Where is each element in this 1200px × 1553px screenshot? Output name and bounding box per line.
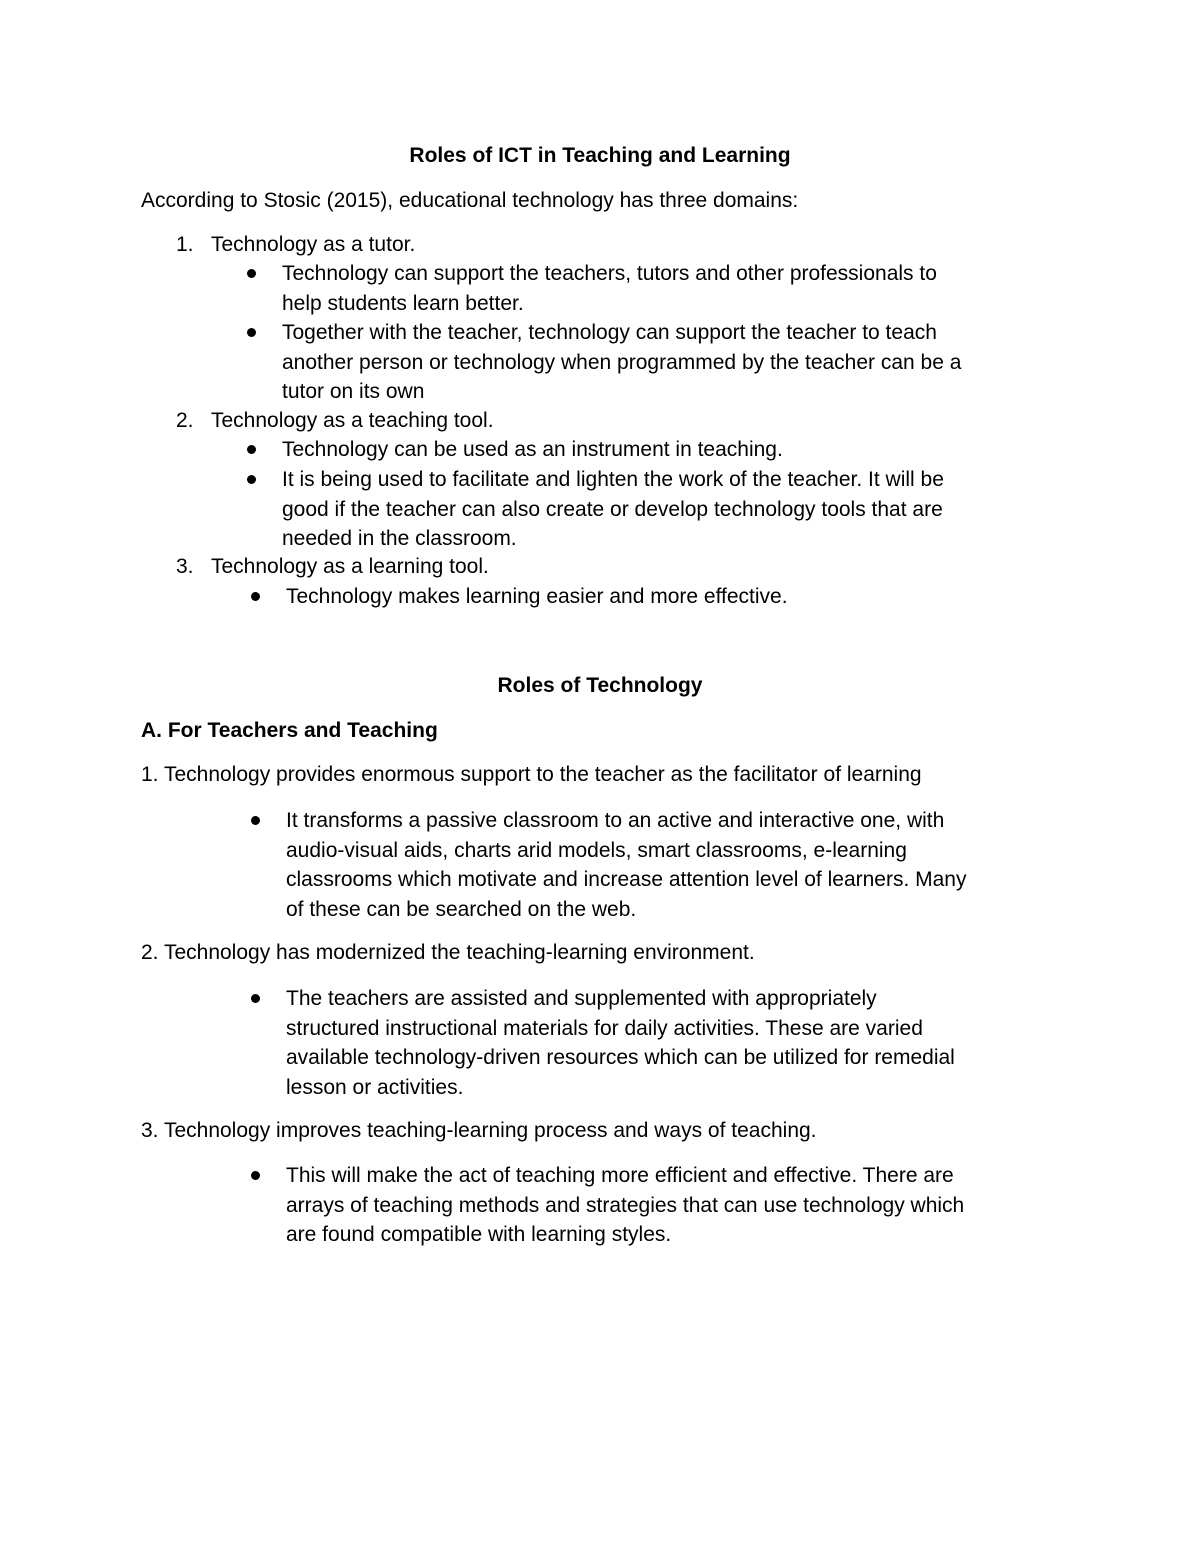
domain-3-label: Technology as a learning tool. xyxy=(211,555,489,578)
bullet-dot xyxy=(251,592,260,601)
domain-1-bullet-1: Technology can support the teachers, tutors and other professionals to help students learn better. xyxy=(282,262,937,315)
bullet-dot xyxy=(247,328,256,337)
bullet-dot xyxy=(247,445,256,454)
bullet-dot xyxy=(247,269,256,278)
domain-2-label: Technology as a teaching tool. xyxy=(211,409,494,432)
bullet-dot xyxy=(251,816,260,825)
bullet-dot xyxy=(247,475,256,484)
role-3-bullet: This will make the act of teaching more efficient and effective. There are arrays of teaching methods and strategies that can use technology which are found compatible with learning styles. xyxy=(286,1164,965,1246)
domain-3-number: 3. xyxy=(176,555,194,578)
domain-1-label: Technology as a tutor. xyxy=(211,233,416,256)
bullet-dot xyxy=(251,994,260,1003)
role-1-bullet: It transforms a passive classroom to an active and interactive one, with audio-visual aids, charts arid models, smart classrooms, e-learning classrooms which motivate and increase attention level of learners. Many of these can be searched on the web. xyxy=(286,809,967,921)
role-3-label: 3. Technology improves teaching-learning process and ways of teaching. xyxy=(141,1119,817,1142)
role-2-bullet: The teachers are assisted and supplemented with appropriately structured instructional materials for daily activities. These are varied available technology-driven resources which can be utilized for remedial lesson or activities. xyxy=(286,987,955,1099)
intro-paragraph: According to Stosic (2015), educational technology has three domains: xyxy=(141,189,799,212)
domain-2-bullet-2: It is being used to facilitate and lighten the work of the teacher. It will be good if the teacher can also create or develop technology tools that are needed in the classroom. xyxy=(282,468,944,550)
domain-1-number: 1. xyxy=(176,233,194,256)
page-title: Roles of ICT in Teaching and Learning xyxy=(409,144,791,167)
section-2-title: Roles of Technology xyxy=(497,674,703,697)
role-2-label: 2. Technology has modernized the teaching-learning environment. xyxy=(141,941,755,964)
role-1-label: 1. Technology provides enormous support to the teacher as the facilitator of learning xyxy=(141,763,922,786)
domain-3-bullet-1: Technology makes learning easier and more effective. xyxy=(286,585,788,608)
section-2-subheading: A. For Teachers and Teaching xyxy=(141,719,438,742)
domain-2-number: 2. xyxy=(176,409,194,432)
bullet-dot xyxy=(251,1171,260,1180)
domain-1-bullet-2: Together with the teacher, technology can support the teacher to teach another person or technology when programmed by the teacher can be a tutor on its own xyxy=(282,321,962,403)
domain-2-bullet-1: Technology can be used as an instrument in teaching. xyxy=(282,438,783,461)
